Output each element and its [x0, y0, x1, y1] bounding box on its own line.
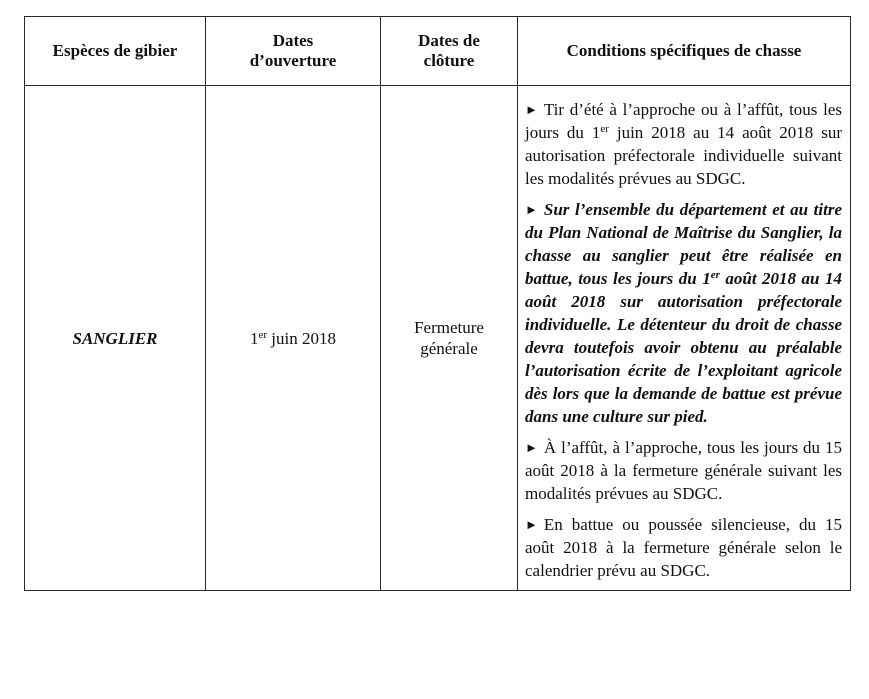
header-closing-line1: Dates de	[418, 31, 480, 50]
condition-2-text-b: août 2018 au 14 août 2018 sur autorisation préfectorale individuelle. Le détenteur du droit de chasse devra toutefois avoir obtenu au préalable l’autorisation écrite de l’exploitant agricole dès lors que la demande de battue est prévue dans une culture sur pied.	[525, 269, 842, 426]
closing-date-cell	[381, 86, 518, 591]
condition-1-text-a: Tir d’été à l’approche ou à l’affût, tous les jours du 1	[525, 100, 842, 142]
condition-2-text-a: Sur l’ensemble du département et au titre du Plan National de Maîtrise du Sanglier, la chasse au sanglier peut être réalisée en battue, tous les jours du 1	[525, 200, 842, 288]
opening-date-rest: juin 2018	[267, 328, 336, 348]
species-cell	[25, 86, 206, 591]
condition-2-sup: er	[710, 269, 720, 281]
condition-1-sup: er	[600, 123, 609, 135]
header-closing-dates	[381, 17, 518, 86]
conditions-cell	[518, 86, 851, 591]
bullet-icon: ►	[525, 440, 538, 455]
opening-date-sup: er	[258, 328, 268, 341]
closing-date-line2: générale	[420, 339, 478, 358]
bullet-icon: ►	[525, 102, 538, 117]
condition-paragraph-3	[525, 436, 842, 505]
opening-date-day: 1	[250, 328, 259, 348]
condition-1-text-b: juin 2018 au 14 août 2018 sur autorisation préfectorale individuelle suivant les modalités prévues au SDGC.	[525, 123, 842, 188]
opening-date-cell	[206, 86, 381, 591]
condition-paragraph-1	[525, 98, 842, 190]
header-opening-dates	[206, 17, 381, 86]
condition-4-text: En battue ou poussée silencieuse, du 15 août 2018 à la fermeture générale selon le calendrier prévu au SDGC.	[525, 515, 842, 580]
header-conditions	[518, 17, 851, 86]
table-row	[25, 86, 851, 591]
bullet-icon: ►	[525, 517, 538, 532]
header-species	[25, 17, 206, 86]
header-opening-line1: Dates	[272, 31, 314, 50]
species-name: SANGLIER	[72, 328, 158, 348]
bullet-icon: ►	[525, 202, 538, 217]
header-opening-line2: d’ouverture	[249, 51, 337, 70]
condition-paragraph-4	[525, 513, 842, 582]
condition-3-text: À l’affût, à l’approche, tous les jours du 15 août 2018 à la fermeture générale suivant les modalités prévues au SDGC.	[525, 438, 842, 503]
condition-paragraph-2	[525, 198, 842, 428]
header-conditions-label: Conditions spécifiques de chasse	[566, 41, 802, 60]
header-row	[25, 17, 851, 86]
header-species-label: Espèces de gibier	[52, 41, 178, 60]
closing-date-line1: Fermeture	[414, 318, 484, 337]
header-closing-line2: clôture	[423, 51, 475, 70]
hunting-conditions-table	[24, 16, 851, 591]
